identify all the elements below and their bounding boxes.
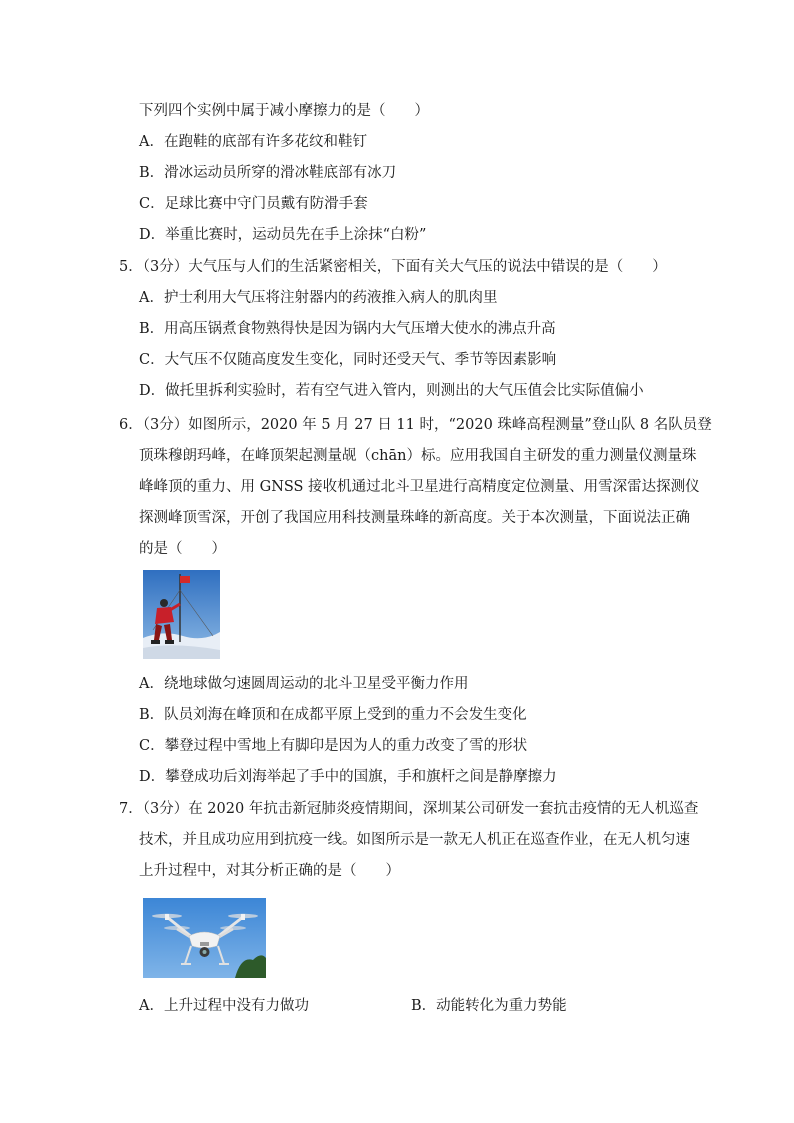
q6-stem-line-4: 探测峰顶雪深，开创了我国应用科技测量珠峰的新高度。关于本次测量，下面说法正确 <box>139 510 690 526</box>
q5-option-d: D．做托里拆利实验时，若有空气进入管内，则测出的大气压值会比实际值偏小 <box>139 383 644 399</box>
q5-option-b: B．用高压锅煮食物熟得快是因为锅内大气压增大使水的沸点升高 <box>139 321 556 337</box>
q7-stem-line-3: 上升过程中，对其分析正确的是（ ） <box>139 863 400 879</box>
q4-option-d: D．举重比赛时，运动员先在手上涂抹“白粉” <box>139 227 427 243</box>
q7-stem-line-2: 技术，并且成功应用到抗疫一线。如图所示是一款无人机正在巡查作业，在无人机匀速 <box>139 832 690 848</box>
q5-option-c: C．大气压不仅随高度发生变化，同时还受天气、季节等因素影响 <box>139 352 557 368</box>
q7-option-b: B．动能转化为重力势能 <box>411 998 567 1014</box>
drone-photo <box>143 898 266 978</box>
summit-photo <box>143 570 220 659</box>
q6-stem-line-2: 顶珠穆朗玛峰，在峰顶架起测量觇（chān）标。应用我国自主研发的重力测量仪测量珠 <box>139 448 697 464</box>
q6-option-b: B．队员刘海在峰顶和在成都平原上受到的重力不会发生变化 <box>139 707 527 723</box>
q4-stem: 下列四个实例中属于减小摩擦力的是（ ） <box>139 103 429 119</box>
q6-option-d: D．攀登成功后刘海举起了手中的国旗，手和旗杆之间是静摩擦力 <box>139 769 557 785</box>
q6-stem-line-5: 的是（ ） <box>139 541 226 557</box>
q7-option-a: A．上升过程中没有力做功 <box>139 998 309 1014</box>
q6-option-a: A．绕地球做匀速圆周运动的北斗卫星受平衡力作用 <box>139 676 469 692</box>
q7-stem-line-1: 7．（3分）在 2020 年抗击新冠肺炎疫情期间，深圳某公司研发一套抗击疫情的无人机巡查 <box>119 801 699 817</box>
q5-option-a: A．护士利用大气压将注射器内的药液推入病人的肌肉里 <box>139 290 498 306</box>
q6-stem-line-3: 峰峰顶的重力、用 GNSS 接收机通过北斗卫星进行高精度定位测量、用雪深雷达探测仪 <box>139 479 700 495</box>
q5-stem: 5．（3分）大气压与人们的生活紧密相关，下面有关大气压的说法中错误的是（ ） <box>119 259 667 275</box>
q6-stem-line-1: 6．（3分）如图所示，2020 年 5 月 27 日 11 时，“2020 珠峰高程测量”登山队 8 名队员登 <box>119 417 712 433</box>
q4-option-b: B．滑冰运动员所穿的滑冰鞋底部有冰刀 <box>139 165 397 181</box>
q4-option-a: A．在跑鞋的底部有许多花纹和鞋钉 <box>139 134 367 150</box>
q6-option-c: C．攀登过程中雪地上有脚印是因为人的重力改变了雪的形状 <box>139 738 528 754</box>
q4-option-c: C．足球比赛中守门员戴有防滑手套 <box>139 196 368 212</box>
